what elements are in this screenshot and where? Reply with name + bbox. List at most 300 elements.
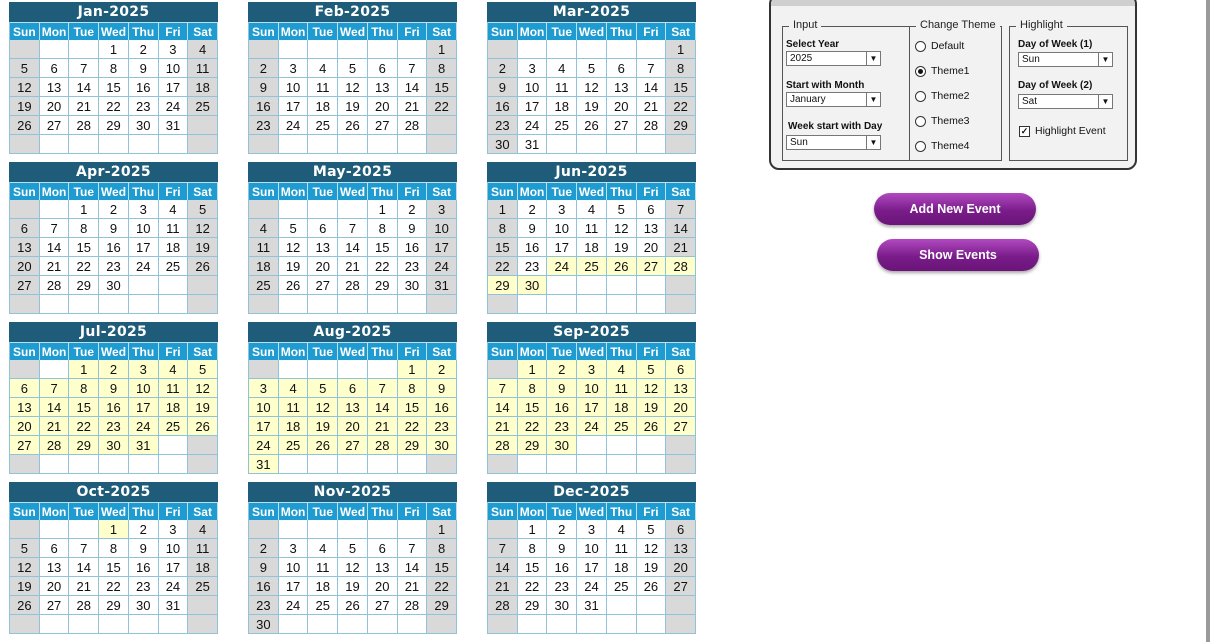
calendar-day-cell[interactable]: 15: [69, 398, 99, 417]
calendar-day-cell[interactable]: 29: [99, 596, 129, 615]
calendar-day-cell[interactable]: 29: [488, 276, 518, 295]
calendar-day-cell[interactable]: 29: [666, 116, 696, 135]
calendar-day-cell[interactable]: 25: [159, 257, 189, 276]
calendar-day-cell[interactable]: 8: [398, 379, 428, 398]
calendar-day-cell[interactable]: 17: [249, 417, 279, 436]
calendar-day-cell[interactable]: 3: [159, 520, 189, 539]
calendar-day-cell[interactable]: 24: [547, 257, 577, 276]
calendar-day-cell[interactable]: 1: [99, 520, 129, 539]
calendar-day-cell[interactable]: 24: [279, 596, 309, 615]
calendar-day-cell[interactable]: 12: [338, 78, 368, 97]
calendar-day-cell[interactable]: 12: [637, 539, 667, 558]
calendar-day-cell[interactable]: 18: [547, 97, 577, 116]
calendar-day-cell[interactable]: 28: [40, 436, 70, 455]
calendar-day-cell[interactable]: 31: [249, 455, 279, 474]
calendar-day-cell[interactable]: 14: [637, 78, 667, 97]
calendar-day-cell[interactable]: 17: [129, 398, 159, 417]
calendar-day-cell[interactable]: 26: [338, 116, 368, 135]
calendar-day-cell[interactable]: 31: [577, 596, 607, 615]
calendar-day-cell[interactable]: 14: [398, 78, 428, 97]
calendar-day-cell[interactable]: 5: [338, 539, 368, 558]
calendar-day-cell[interactable]: 17: [159, 558, 189, 577]
calendar-day-cell[interactable]: 9: [249, 558, 279, 577]
calendar-day-cell[interactable]: 31: [518, 135, 548, 154]
calendar-day-cell[interactable]: 17: [279, 577, 309, 596]
calendar-day-cell[interactable]: 7: [40, 219, 70, 238]
calendar-day-cell[interactable]: 6: [308, 219, 338, 238]
calendar-day-cell[interactable]: 27: [308, 276, 338, 295]
calendar-day-cell[interactable]: 10: [577, 539, 607, 558]
calendar-day-cell[interactable]: 13: [308, 238, 338, 257]
calendar-day-cell[interactable]: 31: [427, 276, 457, 295]
calendar-day-cell[interactable]: 1: [518, 520, 548, 539]
calendar-day-cell[interactable]: 9: [99, 379, 129, 398]
calendar-day-cell[interactable]: 17: [518, 97, 548, 116]
calendar-day-cell[interactable]: 8: [368, 219, 398, 238]
calendar-day-cell[interactable]: 6: [666, 520, 696, 539]
calendar-day-cell[interactable]: 24: [279, 116, 309, 135]
calendar-day-cell[interactable]: 21: [637, 97, 667, 116]
calendar-day-cell[interactable]: 15: [69, 238, 99, 257]
calendar-day-cell[interactable]: 11: [308, 558, 338, 577]
calendar-day-cell[interactable]: 19: [338, 97, 368, 116]
chevron-down-icon[interactable]: ▼: [866, 52, 880, 65]
calendar-day-cell[interactable]: 29: [518, 436, 548, 455]
calendar-day-cell[interactable]: 27: [368, 116, 398, 135]
calendar-day-cell[interactable]: 16: [249, 577, 279, 596]
calendar-day-cell[interactable]: 17: [577, 558, 607, 577]
calendar-day-cell[interactable]: 1: [398, 360, 428, 379]
calendar-day-cell[interactable]: 26: [637, 417, 667, 436]
calendar-day-cell[interactable]: 14: [666, 219, 696, 238]
calendar-day-cell[interactable]: 15: [488, 238, 518, 257]
calendar-day-cell[interactable]: 1: [99, 40, 129, 59]
calendar-day-cell[interactable]: 1: [69, 200, 99, 219]
calendar-day-cell[interactable]: 20: [10, 257, 40, 276]
calendar-day-cell[interactable]: 11: [607, 539, 637, 558]
calendar-day-cell[interactable]: 5: [577, 59, 607, 78]
calendar-day-cell[interactable]: 26: [338, 596, 368, 615]
calendar-day-cell[interactable]: 28: [69, 116, 99, 135]
calendar-day-cell[interactable]: 12: [308, 398, 338, 417]
calendar-day-cell[interactable]: 26: [10, 116, 40, 135]
calendar-day-cell[interactable]: 5: [10, 539, 40, 558]
dow1-dropdown[interactable]: [1018, 52, 1113, 67]
calendar-day-cell[interactable]: 25: [188, 577, 218, 596]
calendar-day-cell[interactable]: 16: [427, 398, 457, 417]
calendar-day-cell[interactable]: 27: [338, 436, 368, 455]
calendar-day-cell[interactable]: 22: [69, 257, 99, 276]
theme-radio-theme1[interactable]: [915, 65, 970, 77]
calendar-day-cell[interactable]: 22: [99, 577, 129, 596]
calendar-day-cell[interactable]: 4: [577, 200, 607, 219]
calendar-day-cell[interactable]: 18: [308, 97, 338, 116]
calendar-day-cell[interactable]: 23: [427, 417, 457, 436]
calendar-day-cell[interactable]: 3: [427, 200, 457, 219]
calendar-day-cell[interactable]: 5: [308, 379, 338, 398]
calendar-day-cell[interactable]: 30: [547, 436, 577, 455]
calendar-day-cell[interactable]: 9: [129, 59, 159, 78]
calendar-day-cell[interactable]: 30: [99, 436, 129, 455]
calendar-day-cell[interactable]: 26: [188, 417, 218, 436]
calendar-day-cell[interactable]: 21: [398, 577, 428, 596]
calendar-day-cell[interactable]: 10: [577, 379, 607, 398]
theme-radio-default[interactable]: [915, 40, 964, 52]
calendar-day-cell[interactable]: 29: [427, 596, 457, 615]
show-events-button[interactable]: Show Events: [877, 239, 1039, 271]
calendar-day-cell[interactable]: 29: [69, 276, 99, 295]
calendar-day-cell[interactable]: 5: [279, 219, 309, 238]
calendar-day-cell[interactable]: 12: [188, 379, 218, 398]
calendar-day-cell[interactable]: 16: [547, 558, 577, 577]
calendar-day-cell[interactable]: 4: [159, 360, 189, 379]
calendar-day-cell[interactable]: 12: [637, 379, 667, 398]
calendar-day-cell[interactable]: 15: [427, 78, 457, 97]
calendar-day-cell[interactable]: 27: [40, 116, 70, 135]
calendar-day-cell[interactable]: 15: [398, 398, 428, 417]
calendar-day-cell[interactable]: 21: [40, 257, 70, 276]
calendar-day-cell[interactable]: 8: [518, 379, 548, 398]
calendar-day-cell[interactable]: 14: [69, 78, 99, 97]
calendar-day-cell[interactable]: 30: [249, 615, 279, 634]
calendar-day-cell[interactable]: 15: [666, 78, 696, 97]
calendar-day-cell[interactable]: 9: [99, 219, 129, 238]
calendar-day-cell[interactable]: 1: [427, 40, 457, 59]
calendar-day-cell[interactable]: 3: [159, 40, 189, 59]
calendar-day-cell[interactable]: 28: [666, 257, 696, 276]
calendar-day-cell[interactable]: 15: [368, 238, 398, 257]
calendar-day-cell[interactable]: 12: [577, 78, 607, 97]
calendar-day-cell[interactable]: 31: [159, 116, 189, 135]
calendar-day-cell[interactable]: 16: [129, 558, 159, 577]
calendar-day-cell[interactable]: 10: [249, 398, 279, 417]
calendar-day-cell[interactable]: 20: [368, 97, 398, 116]
calendar-day-cell[interactable]: 6: [10, 379, 40, 398]
calendar-day-cell[interactable]: 3: [279, 59, 309, 78]
calendar-day-cell[interactable]: 10: [279, 78, 309, 97]
calendar-day-cell[interactable]: 2: [129, 40, 159, 59]
calendar-day-cell[interactable]: 10: [547, 219, 577, 238]
calendar-day-cell[interactable]: 1: [427, 520, 457, 539]
calendar-day-cell[interactable]: 29: [69, 436, 99, 455]
calendar-day-cell[interactable]: 7: [368, 379, 398, 398]
calendar-day-cell[interactable]: 27: [637, 257, 667, 276]
calendar-day-cell[interactable]: 15: [518, 558, 548, 577]
calendar-day-cell[interactable]: 9: [398, 219, 428, 238]
calendar-day-cell[interactable]: 2: [99, 200, 129, 219]
calendar-day-cell[interactable]: 19: [188, 398, 218, 417]
chevron-down-icon[interactable]: ▼: [1098, 95, 1112, 108]
calendar-day-cell[interactable]: 30: [518, 276, 548, 295]
calendar-day-cell[interactable]: 8: [99, 539, 129, 558]
calendar-day-cell[interactable]: 27: [40, 596, 70, 615]
calendar-day-cell[interactable]: 17: [279, 97, 309, 116]
calendar-day-cell[interactable]: 16: [129, 78, 159, 97]
calendar-day-cell[interactable]: 20: [368, 577, 398, 596]
calendar-day-cell[interactable]: 13: [10, 398, 40, 417]
calendar-day-cell[interactable]: 15: [99, 558, 129, 577]
chevron-down-icon[interactable]: ▼: [866, 93, 880, 106]
calendar-day-cell[interactable]: 24: [427, 257, 457, 276]
calendar-day-cell[interactable]: 9: [547, 379, 577, 398]
calendar-day-cell[interactable]: 2: [249, 59, 279, 78]
calendar-day-cell[interactable]: 15: [518, 398, 548, 417]
calendar-day-cell[interactable]: 21: [338, 257, 368, 276]
calendar-day-cell[interactable]: 2: [398, 200, 428, 219]
calendar-day-cell[interactable]: 12: [607, 219, 637, 238]
calendar-day-cell[interactable]: 23: [518, 257, 548, 276]
calendar-day-cell[interactable]: 6: [666, 360, 696, 379]
calendar-day-cell[interactable]: 9: [488, 78, 518, 97]
calendar-day-cell[interactable]: 20: [637, 238, 667, 257]
calendar-day-cell[interactable]: 31: [129, 436, 159, 455]
calendar-day-cell[interactable]: 27: [666, 417, 696, 436]
calendar-day-cell[interactable]: 24: [249, 436, 279, 455]
calendar-day-cell[interactable]: 6: [40, 59, 70, 78]
calendar-day-cell[interactable]: 12: [10, 78, 40, 97]
calendar-day-cell[interactable]: 25: [577, 257, 607, 276]
calendar-day-cell[interactable]: 27: [368, 596, 398, 615]
calendar-day-cell[interactable]: 11: [308, 78, 338, 97]
theme-radio-theme4[interactable]: [915, 140, 970, 152]
calendar-day-cell[interactable]: 21: [488, 577, 518, 596]
calendar-day-cell[interactable]: 16: [518, 238, 548, 257]
calendar-day-cell[interactable]: 2: [547, 520, 577, 539]
calendar-day-cell[interactable]: 11: [188, 59, 218, 78]
calendar-day-cell[interactable]: 1: [666, 40, 696, 59]
calendar-day-cell[interactable]: 23: [129, 577, 159, 596]
calendar-day-cell[interactable]: 10: [129, 219, 159, 238]
highlight-event-checkbox[interactable]: [1019, 125, 1106, 137]
calendar-day-cell[interactable]: 20: [40, 577, 70, 596]
calendar-day-cell[interactable]: 3: [518, 59, 548, 78]
calendar-day-cell[interactable]: 10: [159, 539, 189, 558]
calendar-day-cell[interactable]: 26: [577, 116, 607, 135]
calendar-day-cell[interactable]: 22: [427, 97, 457, 116]
calendar-day-cell[interactable]: 25: [249, 276, 279, 295]
calendar-day-cell[interactable]: 14: [398, 558, 428, 577]
calendar-day-cell[interactable]: 1: [488, 200, 518, 219]
calendar-day-cell[interactable]: 11: [159, 219, 189, 238]
calendar-day-cell[interactable]: 29: [398, 436, 428, 455]
calendar-day-cell[interactable]: 7: [488, 539, 518, 558]
calendar-day-cell[interactable]: 21: [666, 238, 696, 257]
calendar-day-cell[interactable]: 16: [488, 97, 518, 116]
calendar-day-cell[interactable]: 18: [308, 577, 338, 596]
calendar-day-cell[interactable]: 28: [69, 596, 99, 615]
calendar-day-cell[interactable]: 8: [69, 219, 99, 238]
calendar-day-cell[interactable]: 12: [10, 558, 40, 577]
calendar-day-cell[interactable]: 2: [99, 360, 129, 379]
calendar-day-cell[interactable]: 19: [279, 257, 309, 276]
calendar-day-cell[interactable]: 10: [159, 59, 189, 78]
calendar-day-cell[interactable]: 10: [129, 379, 159, 398]
calendar-day-cell[interactable]: 25: [188, 97, 218, 116]
calendar-day-cell[interactable]: 20: [666, 558, 696, 577]
calendar-day-cell[interactable]: 3: [279, 539, 309, 558]
calendar-day-cell[interactable]: 20: [338, 417, 368, 436]
calendar-day-cell[interactable]: 19: [188, 238, 218, 257]
calendar-day-cell[interactable]: 26: [607, 257, 637, 276]
calendar-day-cell[interactable]: 16: [547, 398, 577, 417]
calendar-day-cell[interactable]: 16: [99, 398, 129, 417]
calendar-day-cell[interactable]: 7: [398, 59, 428, 78]
calendar-day-cell[interactable]: 2: [129, 520, 159, 539]
calendar-day-cell[interactable]: 20: [40, 97, 70, 116]
calendar-day-cell[interactable]: 9: [249, 78, 279, 97]
calendar-day-cell[interactable]: 18: [279, 417, 309, 436]
calendar-day-cell[interactable]: 14: [338, 238, 368, 257]
calendar-day-cell[interactable]: 14: [488, 398, 518, 417]
calendar-day-cell[interactable]: 3: [547, 200, 577, 219]
calendar-day-cell[interactable]: 5: [637, 520, 667, 539]
calendar-day-cell[interactable]: 7: [488, 379, 518, 398]
calendar-day-cell[interactable]: 21: [40, 417, 70, 436]
calendar-day-cell[interactable]: 18: [159, 398, 189, 417]
calendar-day-cell[interactable]: 8: [518, 539, 548, 558]
calendar-day-cell[interactable]: 7: [637, 59, 667, 78]
calendar-day-cell[interactable]: 11: [159, 379, 189, 398]
calendar-day-cell[interactable]: 9: [518, 219, 548, 238]
calendar-day-cell[interactable]: 30: [427, 436, 457, 455]
calendar-day-cell[interactable]: 30: [129, 116, 159, 135]
calendar-day-cell[interactable]: 25: [308, 116, 338, 135]
calendar-day-cell[interactable]: 17: [129, 238, 159, 257]
calendar-day-cell[interactable]: 28: [488, 436, 518, 455]
calendar-day-cell[interactable]: 13: [10, 238, 40, 257]
calendar-day-cell[interactable]: 10: [279, 558, 309, 577]
calendar-day-cell[interactable]: 4: [607, 360, 637, 379]
calendar-day-cell[interactable]: 20: [607, 97, 637, 116]
calendar-day-cell[interactable]: 25: [159, 417, 189, 436]
calendar-day-cell[interactable]: 26: [308, 436, 338, 455]
calendar-day-cell[interactable]: 7: [69, 59, 99, 78]
calendar-day-cell[interactable]: 18: [577, 238, 607, 257]
calendar-day-cell[interactable]: 3: [129, 360, 159, 379]
calendar-day-cell[interactable]: 23: [547, 577, 577, 596]
calendar-day-cell[interactable]: 27: [607, 116, 637, 135]
calendar-day-cell[interactable]: 4: [249, 219, 279, 238]
calendar-day-cell[interactable]: 12: [279, 238, 309, 257]
calendar-day-cell[interactable]: 14: [368, 398, 398, 417]
calendar-day-cell[interactable]: 13: [666, 379, 696, 398]
calendar-day-cell[interactable]: 22: [488, 257, 518, 276]
dow2-dropdown[interactable]: [1018, 94, 1113, 109]
calendar-day-cell[interactable]: 30: [398, 276, 428, 295]
calendar-day-cell[interactable]: 18: [607, 558, 637, 577]
calendar-day-cell[interactable]: 28: [637, 116, 667, 135]
calendar-day-cell[interactable]: 9: [129, 539, 159, 558]
theme-radio-theme3[interactable]: [915, 115, 970, 127]
calendar-day-cell[interactable]: 8: [488, 219, 518, 238]
calendar-day-cell[interactable]: 7: [398, 539, 428, 558]
calendar-day-cell[interactable]: 2: [518, 200, 548, 219]
calendar-day-cell[interactable]: 13: [607, 78, 637, 97]
calendar-day-cell[interactable]: 6: [368, 539, 398, 558]
calendar-day-cell[interactable]: 26: [637, 577, 667, 596]
calendar-day-cell[interactable]: 14: [40, 238, 70, 257]
calendar-day-cell[interactable]: 25: [279, 436, 309, 455]
calendar-day-cell[interactable]: 11: [279, 398, 309, 417]
calendar-day-cell[interactable]: 11: [547, 78, 577, 97]
calendar-day-cell[interactable]: 24: [129, 417, 159, 436]
calendar-day-cell[interactable]: 19: [607, 238, 637, 257]
calendar-day-cell[interactable]: 30: [99, 276, 129, 295]
calendar-day-cell[interactable]: 13: [368, 558, 398, 577]
add-new-event-button[interactable]: Add New Event: [874, 193, 1036, 225]
calendar-day-cell[interactable]: 13: [368, 78, 398, 97]
calendar-day-cell[interactable]: 19: [10, 577, 40, 596]
calendar-day-cell[interactable]: 21: [69, 577, 99, 596]
calendar-day-cell[interactable]: 21: [398, 97, 428, 116]
calendar-day-cell[interactable]: 22: [69, 417, 99, 436]
calendar-day-cell[interactable]: 4: [308, 539, 338, 558]
calendar-day-cell[interactable]: 8: [99, 59, 129, 78]
calendar-day-cell[interactable]: 2: [249, 539, 279, 558]
calendar-day-cell[interactable]: 6: [338, 379, 368, 398]
calendar-day-cell[interactable]: 15: [427, 558, 457, 577]
theme-radio-theme2[interactable]: [915, 90, 970, 102]
week-start-dropdown[interactable]: [786, 135, 881, 150]
calendar-day-cell[interactable]: 7: [69, 539, 99, 558]
year-dropdown[interactable]: [786, 51, 881, 66]
calendar-day-cell[interactable]: 5: [637, 360, 667, 379]
calendar-day-cell[interactable]: 23: [99, 417, 129, 436]
calendar-day-cell[interactable]: 28: [368, 436, 398, 455]
calendar-day-cell[interactable]: 4: [308, 59, 338, 78]
calendar-day-cell[interactable]: 13: [637, 219, 667, 238]
calendar-day-cell[interactable]: 8: [666, 59, 696, 78]
calendar-day-cell[interactable]: 14: [40, 398, 70, 417]
calendar-day-cell[interactable]: 6: [10, 219, 40, 238]
calendar-day-cell[interactable]: 18: [188, 558, 218, 577]
calendar-day-cell[interactable]: 17: [577, 398, 607, 417]
start-month-dropdown[interactable]: [786, 92, 881, 107]
calendar-day-cell[interactable]: 14: [488, 558, 518, 577]
calendar-day-cell[interactable]: 24: [518, 116, 548, 135]
calendar-day-cell[interactable]: 1: [368, 200, 398, 219]
calendar-day-cell[interactable]: 24: [577, 417, 607, 436]
calendar-day-cell[interactable]: 3: [577, 360, 607, 379]
calendar-day-cell[interactable]: 11: [249, 238, 279, 257]
calendar-day-cell[interactable]: 3: [577, 520, 607, 539]
calendar-day-cell[interactable]: 17: [159, 78, 189, 97]
calendar-day-cell[interactable]: 13: [40, 558, 70, 577]
calendar-day-cell[interactable]: 4: [279, 379, 309, 398]
calendar-day-cell[interactable]: 5: [188, 200, 218, 219]
calendar-day-cell[interactable]: 29: [368, 276, 398, 295]
calendar-day-cell[interactable]: 11: [607, 379, 637, 398]
calendar-day-cell[interactable]: 15: [99, 78, 129, 97]
calendar-day-cell[interactable]: 28: [398, 596, 428, 615]
calendar-day-cell[interactable]: 21: [69, 97, 99, 116]
calendar-day-cell[interactable]: 13: [40, 78, 70, 97]
calendar-day-cell[interactable]: 25: [607, 577, 637, 596]
calendar-day-cell[interactable]: 22: [99, 97, 129, 116]
calendar-day-cell[interactable]: 19: [10, 97, 40, 116]
calendar-day-cell[interactable]: 6: [607, 59, 637, 78]
calendar-day-cell[interactable]: 25: [547, 116, 577, 135]
calendar-day-cell[interactable]: 4: [547, 59, 577, 78]
calendar-day-cell[interactable]: 2: [488, 59, 518, 78]
calendar-day-cell[interactable]: 16: [99, 238, 129, 257]
calendar-day-cell[interactable]: 29: [518, 596, 548, 615]
calendar-day-cell[interactable]: 16: [398, 238, 428, 257]
calendar-day-cell[interactable]: 22: [518, 417, 548, 436]
calendar-day-cell[interactable]: 30: [547, 596, 577, 615]
calendar-day-cell[interactable]: 22: [368, 257, 398, 276]
calendar-day-cell[interactable]: 19: [637, 558, 667, 577]
